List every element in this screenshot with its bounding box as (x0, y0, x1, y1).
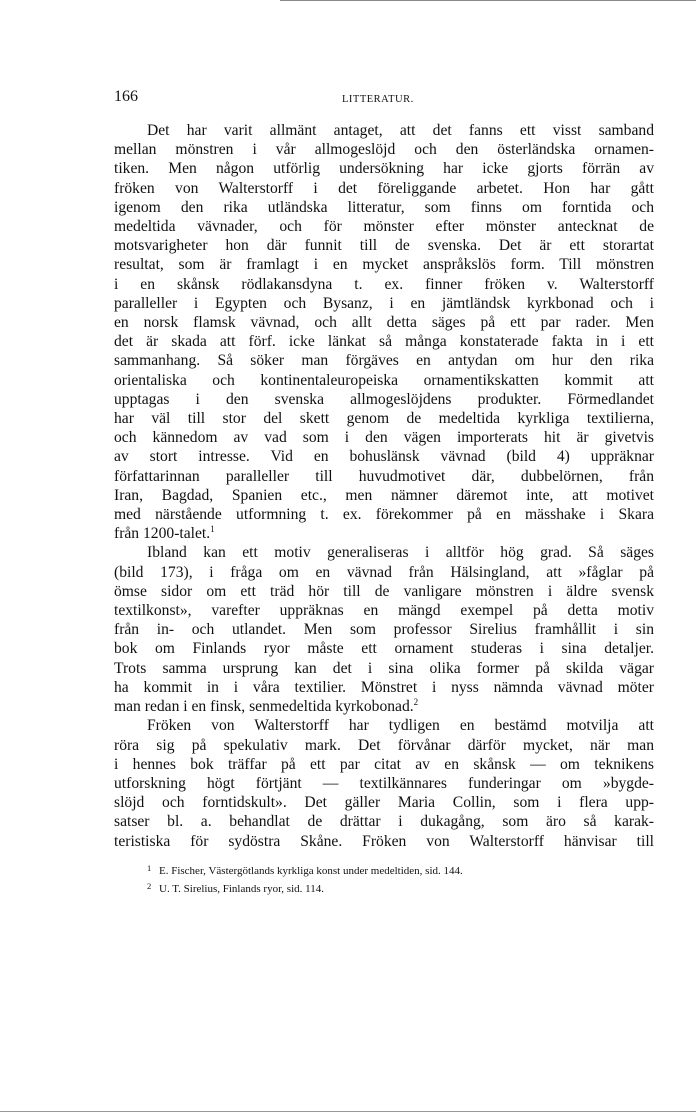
bottom-edge-rule (0, 1111, 696, 1112)
text-line: orientaliska och kontinentaleuropeiska ornamentikskatten kommit att (114, 371, 654, 389)
text-line: motsvarigheter hon där funnit till de svenska. Det är ett storartat (114, 237, 654, 255)
text-line (114, 697, 654, 716)
text-line: sammanhang. Så söker man förgäves en antydan om hur den rika (114, 352, 654, 370)
running-title: LITTERATUR. (342, 94, 414, 105)
text-line-content: från 1200-talet. (114, 525, 211, 543)
text-line: i en skånsk rödlakansdyna t. ex. finner fröken v. Walterstorff (114, 275, 654, 293)
text-line: Trots samma ursprung kan det i sina olika former på skilda vägar (114, 659, 654, 677)
text-line: tiken. Men någon utförlig undersökning har icke gjorts förrän av (114, 160, 654, 178)
text-line: satser bl. a. behandlat de drättar i dukagång, som äro så karak- (114, 813, 654, 831)
text-line: Det har varit allmänt antaget, att det fanns ett visst samband (147, 122, 654, 139)
text-line: det är skada att förf. icke länkat så många konstaterade fakta in i ett (114, 333, 654, 351)
text-line: (bild 173), i fråga om en vävnad från Hälsingland, att »fåglar på (114, 563, 654, 581)
text-line: Fröken von Walterstorff har tydligen en bestämd motvilja att (147, 717, 654, 735)
footnote-ref: 1 (210, 524, 215, 535)
text-line: röra sig på spekulativ mark. Det förvånar därför mycket, när man (114, 736, 654, 754)
page-number: 166 (114, 88, 138, 105)
text-line-content: man redan i en finsk, senmedeltida kyrkobonad. (114, 698, 414, 716)
book-page (114, 88, 654, 898)
text-line: igenom den rika utländska litteratur, som finns om forntida och (114, 198, 654, 216)
text-line: bok om Finlands ryor måste ett ornament studeras i sina detaljer. (114, 640, 654, 658)
text-line: i hennes bok träffar på ett par citat av en skånsk — om teknikens (114, 755, 654, 773)
page-header (114, 88, 654, 114)
text-line: från in- och utlandet. Men som professor Sirelius framhållit i sin (114, 621, 654, 639)
text-line: författarinnan paralleller till huvudmotivet där, dubbelörnen, från (114, 467, 654, 485)
text-line: med närstående utformning t. ex. förekommer på en mässhake i Skara (114, 506, 654, 524)
footnote-ref: 2 (413, 697, 419, 708)
footnote-text: U. T. Sirelius, Finlands ryor, sid. 114. (159, 882, 324, 895)
text-line: mellan mönstren i vår allmogeslöjd och den österländska ornamen- (114, 141, 654, 159)
text-line: resultat, som är framlagt i en mycket anspråkslös form. Till mönstren (114, 256, 654, 274)
footnote: 1 E. Fischer, Västergötlands kyrkliga konst under medeltiden, sid. 144. (147, 862, 463, 877)
text-line: och kännedom av vad som i den vägen importerats hit är givetvis (114, 429, 654, 447)
footnotes (114, 862, 654, 898)
body-text (114, 121, 654, 851)
text-line: slöjd och forntidskult». Det gäller Maria Collin, som i flera upp- (114, 794, 654, 812)
text-line: ha kommit in i våra textilier. Mönstret i nyss nämnda vävnad möter (114, 678, 654, 696)
text-line: av stort intresse. Vid en bohuslänsk vävnad (bild 4) uppräknar (114, 448, 654, 466)
text-line: fröken von Walterstorff i det föreliggande arbetet. Hon har gått (114, 179, 654, 197)
text-line (114, 524, 654, 543)
text-line: har väl till stor del skett genom de medeltida kyrkliga textilierna, (114, 410, 654, 428)
text-line: en norsk flamsk vävnad, och allt detta säges på ett par rader. Men (114, 314, 654, 332)
text-line: paralleller i Egypten och Bysanz, i en jämtländsk kyrkbonad och i (114, 294, 654, 312)
text-line: ömse sidor om ett träd hör till de vanligare mönstren i äldre svensk (114, 582, 654, 600)
text-line: textilkonst», varefter uppräknas en mängd exempel på detta motiv (114, 602, 654, 620)
text-line: medeltida vävnader, och för mönster efter mönster antecknat de (114, 218, 654, 236)
text-line: Ibland kan ett motiv generaliseras i alltför hög grad. Så säges (147, 544, 654, 562)
text-line: Iran, Bagdad, Spanien etc., men nämner däremot inte, att motivet (114, 486, 654, 504)
footnote: 2 U. T. Sirelius, Finlands ryor, sid. 114. (147, 880, 324, 895)
text-line: utforskning högt förtjänt — textilkännares funderingar om »bygde- (114, 774, 654, 792)
text-line: teristiska för sydöstra Skåne. Fröken von Walterstorff hänvisar till (114, 832, 654, 850)
text-line: upptagas i den svenska allmogeslöjdens produkter. Förmedlandet (114, 390, 654, 408)
top-edge-rule (280, 0, 696, 1)
footnote-text: E. Fischer, Västergötlands kyrkliga konst under medeltiden, sid. 144. (159, 864, 463, 877)
